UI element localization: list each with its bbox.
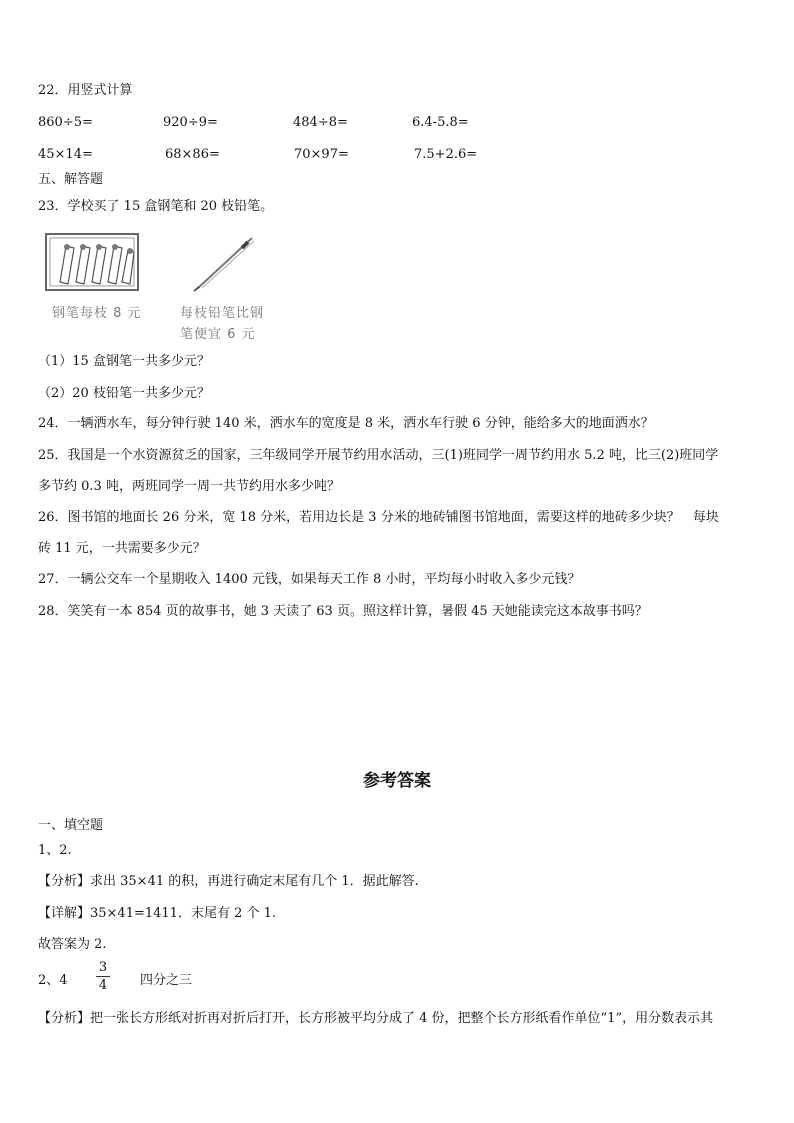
q25-line2: 多节约 0.3 吨，两班同学一周一共节约用水多少吨？ bbox=[38, 479, 340, 494]
calc-item: 70×97= bbox=[294, 147, 349, 162]
answer-2-fraction bbox=[96, 960, 110, 993]
q22-heading: 22．用竖式计算 bbox=[38, 83, 133, 98]
pencil-caption-line1: 每枝铅笔比钢 bbox=[180, 306, 265, 321]
answers-title: 参考答案 bbox=[363, 771, 431, 791]
q23-sub1: （1）15 盒钢笔一共多少元？ bbox=[38, 354, 210, 369]
answers-section1: 一、填空题 bbox=[38, 818, 104, 833]
q27-text: 27．一辆公交车一个星期收入 1400 元钱，如果每天工作 8 小时，平均每小时收入多少元钱？ bbox=[38, 572, 581, 587]
pen-box-image bbox=[44, 232, 140, 292]
q22-row2 bbox=[38, 147, 758, 163]
calc-item: 860÷5= bbox=[38, 115, 93, 130]
q26-line1: 26．图书馆的地面长 26 分米，宽 18 分米，若用边长是 3 分米的地砖铺图书馆地面，需要这样的地砖多少块？ 每块 bbox=[38, 510, 719, 525]
pen-price-caption: 钢笔每枝 8 元 bbox=[52, 306, 142, 321]
fraction-numerator: 3 bbox=[98, 960, 108, 975]
calc-item: 484÷8= bbox=[293, 115, 348, 130]
calc-item: 68×86= bbox=[165, 147, 220, 162]
calc-item: 6.4-5.8= bbox=[412, 115, 469, 130]
answer-2-prefix: 2、4 bbox=[38, 973, 68, 988]
q25-line1: 25．我国是一个水资源贫乏的国家，三年级同学开展节约用水活动，三(1)班同学一周节约用水 5.2 吨，比三(2)班同学 bbox=[38, 448, 719, 463]
answer-1-analysis: 【分析】求出 35×41 的积，再进行确定末尾有几个 1．据此解答. bbox=[38, 874, 419, 889]
q24-text: 24．一辆洒水车，每分钟行驶 140 米，洒水车的宽度是 8 米，洒水车行驶 6 分钟，能给多大的地面洒水？ bbox=[38, 416, 654, 431]
q22-row1 bbox=[38, 115, 758, 131]
q23-text: 23．学校买了 15 盒钢笔和 20 枝铅笔。 bbox=[38, 199, 274, 214]
q26-line2: 砖 11 元，一共需要多少元？ bbox=[38, 541, 206, 556]
calc-item: 920÷9= bbox=[163, 115, 218, 130]
calc-item: 45×14= bbox=[38, 147, 93, 162]
answer-2-analysis: 【分析】把一张长方形纸对折再对折后打开，长方形被平均分成了 4 份，把整个长方形纸看作单位“1”，用分数表示其 bbox=[38, 1011, 714, 1026]
q23-sub2: （2）20 枝铅笔一共多少元？ bbox=[38, 386, 210, 401]
pencil-caption-line2: 笔便宜 6 元 bbox=[180, 327, 256, 342]
fraction-bar bbox=[96, 976, 110, 977]
answer-1-conclusion: 故答案为 2. bbox=[38, 937, 107, 952]
section-heading: 五、解答题 bbox=[38, 172, 104, 187]
q28-text: 28．笑笑有一本 854 页的故事书，她 3 天读了 63 页。照这样计算，暑假 45 天她能读完这本故事书吗？ bbox=[38, 604, 648, 619]
answer-1-detail: 【详解】35×41=1411．末尾有 2 个 1. bbox=[38, 906, 277, 921]
pencil-image bbox=[190, 232, 260, 292]
calc-item: 7.5+2.6= bbox=[414, 147, 478, 162]
answer-2-words: 四分之三 bbox=[140, 973, 193, 988]
answer-1: 1、2. bbox=[38, 843, 72, 858]
fraction-denominator: 4 bbox=[98, 978, 108, 993]
